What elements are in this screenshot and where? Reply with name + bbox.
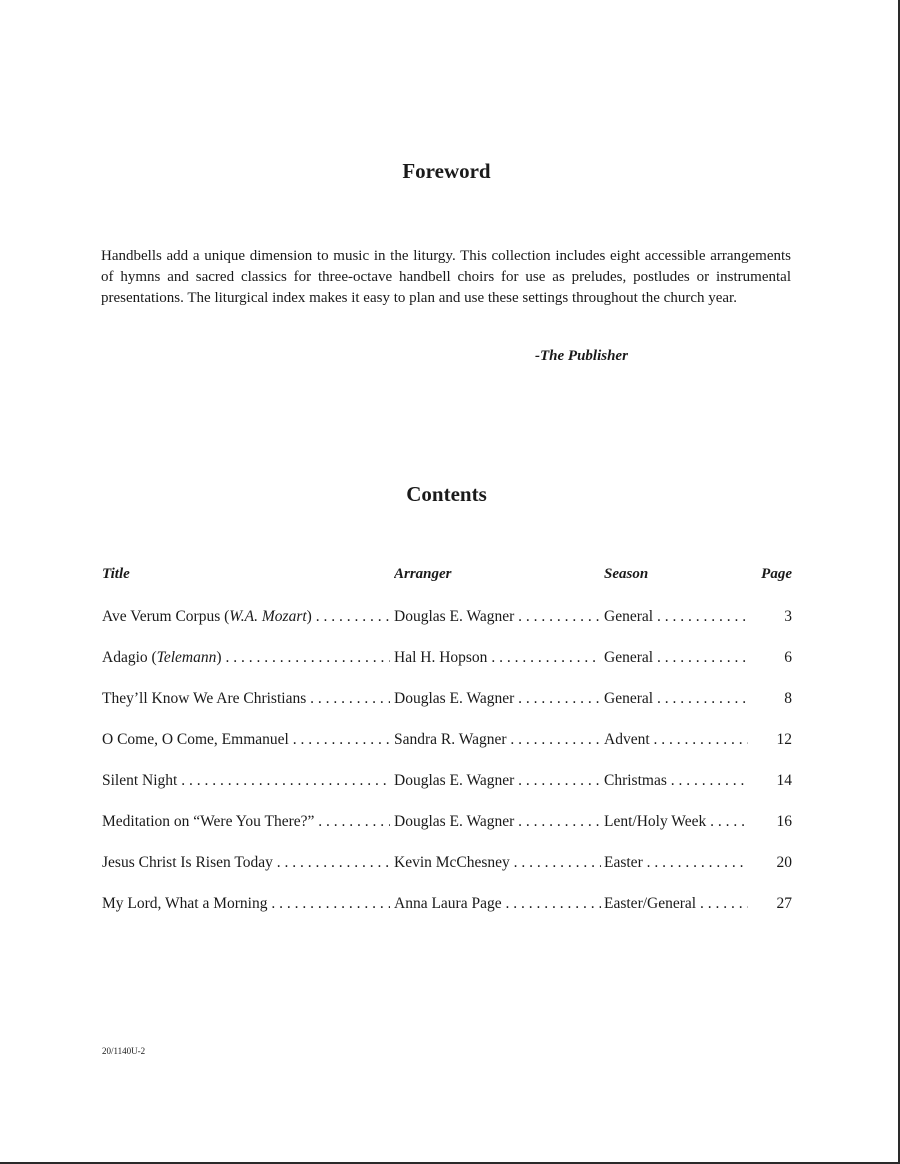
entry-page: 6 (748, 649, 792, 667)
entry-season: Easter . . . (604, 854, 760, 872)
contents-row (102, 895, 792, 915)
contents-table (102, 566, 792, 915)
entry-arranger: Anna Laura Page . . . (394, 895, 601, 913)
entry-page: 20 (748, 854, 792, 872)
header-arranger: Arranger (394, 566, 452, 582)
entry-title: Ave Verum Corpus (W.A. Mozart) . . . (102, 608, 390, 626)
header-page: Page (761, 566, 792, 582)
entry-season: Easter/General . . . (604, 895, 760, 913)
contents-row (102, 813, 792, 833)
entry-title: Silent Night . . . (102, 772, 390, 790)
foreword-signature: -The Publisher (535, 348, 628, 364)
entry-arranger: Douglas E. Wagner . . . (394, 772, 601, 790)
entry-page: 16 (748, 813, 792, 831)
entry-page: 3 (748, 608, 792, 626)
entry-arranger: Hal H. Hopson . . . (394, 649, 601, 667)
entry-title: O Come, O Come, Emmanuel . . . (102, 731, 390, 749)
contents-heading: Contents (406, 482, 487, 506)
entry-season: Lent/Holy Week . . . (604, 813, 760, 831)
entry-season: Advent . . . (604, 731, 760, 749)
contents-row (102, 772, 792, 792)
entry-page: 27 (748, 895, 792, 913)
header-season: Season (604, 566, 649, 582)
entry-arranger: Douglas E. Wagner . . . (394, 690, 601, 708)
entry-page: 14 (748, 772, 792, 790)
contents-row (102, 608, 792, 628)
header-title: Title (102, 566, 130, 582)
entry-arranger: Sandra R. Wagner . . . (394, 731, 601, 749)
entry-arranger: Kevin McChesney . . . (394, 854, 601, 872)
contents-header-row (102, 566, 792, 586)
contents-row (102, 731, 792, 751)
contents-row (102, 690, 792, 710)
entry-title: Meditation on “Were You There?” . . . (102, 813, 390, 831)
entry-season: General . . . (604, 649, 760, 667)
entry-title: Adagio (Telemann) . . . (102, 649, 390, 667)
entry-page: 8 (748, 690, 792, 708)
entry-season: Christmas . . . (604, 772, 760, 790)
foreword-paragraph: Handbells add a unique dimension to music in the liturgy. This collection includes eight accessible arrangements of hymns and sacred classics for three-octave handbell choirs for use as preludes, postludes or instrumental presentations. The liturgical index makes it easy to plan and use these settings throughout the church year. (101, 248, 791, 306)
entry-arranger: Douglas E. Wagner . . . (394, 813, 601, 831)
foreword-heading: Foreword (402, 159, 491, 183)
entry-season: General . . . (604, 608, 760, 626)
entry-title: Jesus Christ Is Risen Today . . . (102, 854, 390, 872)
entry-season: General . . . (604, 690, 760, 708)
entry-title: They’ll Know We Are Christians . . . (102, 690, 390, 708)
catalog-code: 20/1140U-2 (102, 1046, 146, 1056)
contents-row (102, 854, 792, 874)
entry-title: My Lord, What a Morning . . . (102, 895, 390, 913)
entry-arranger: Douglas E. Wagner . . . (394, 608, 601, 626)
entry-page: 12 (748, 731, 792, 749)
contents-row (102, 649, 792, 669)
